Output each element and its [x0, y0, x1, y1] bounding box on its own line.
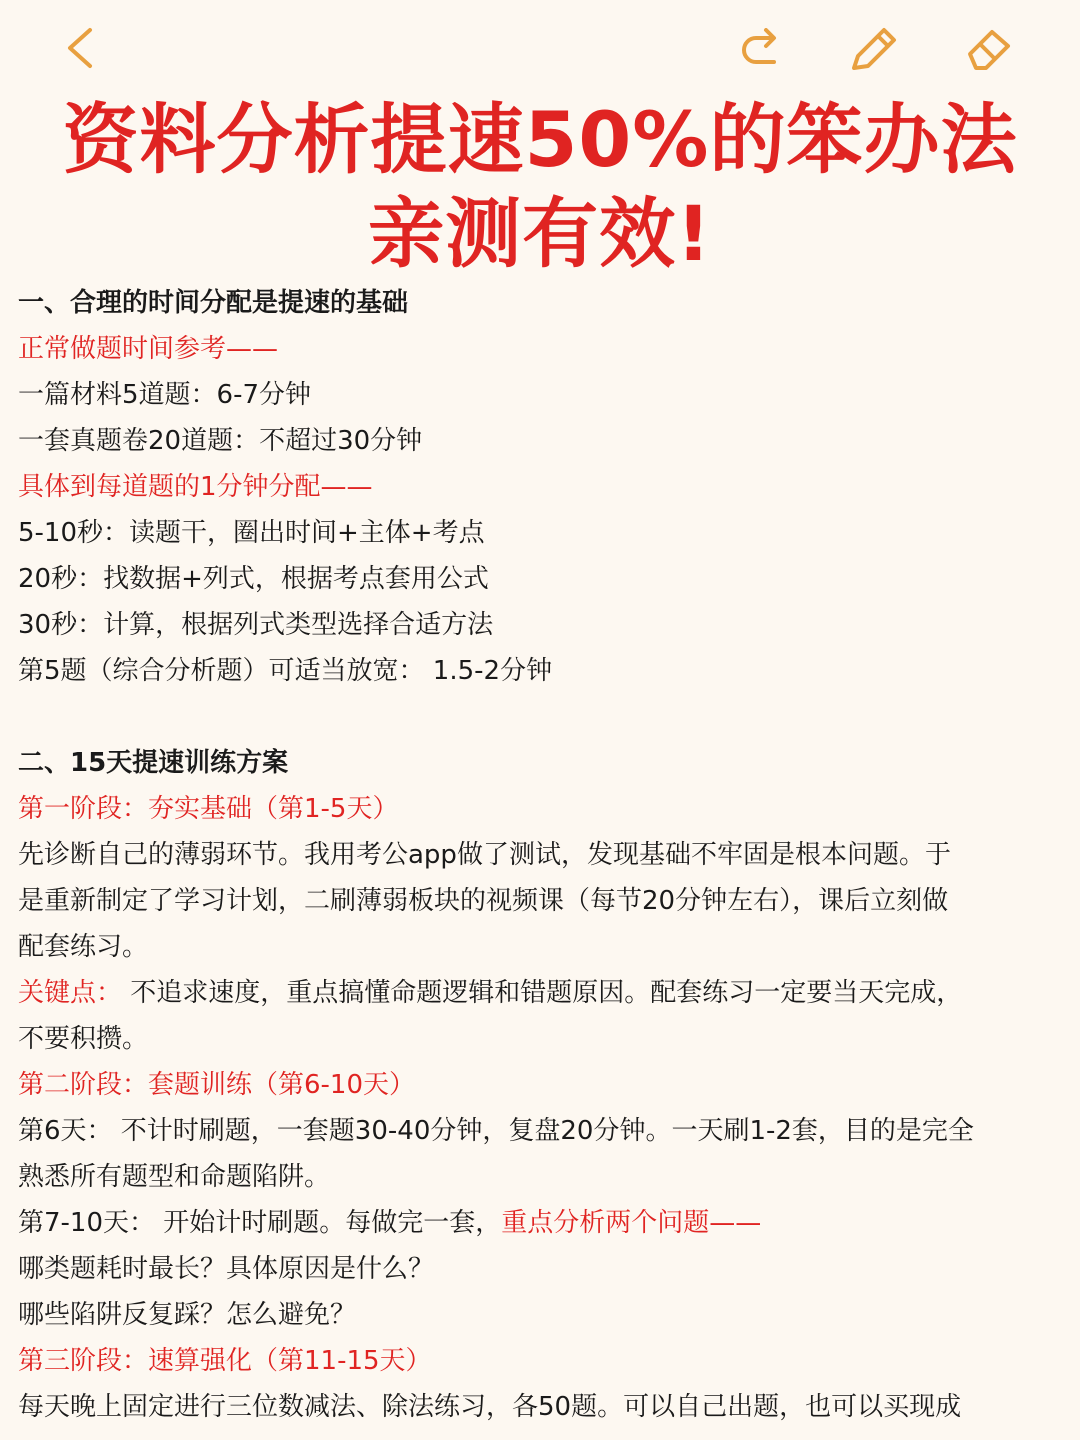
text-line: 第5题（综合分析题）可适当放宽： 1.5-2分钟 — [18, 656, 553, 686]
page-subtitle: 亲测有效! — [368, 189, 712, 278]
question-line: 哪类题耗时最长？具体原因是什么？ — [18, 1254, 435, 1284]
top-toolbar — [0, 0, 1080, 100]
subheading-time-reference: 正常做题时间参考—— — [18, 334, 279, 364]
text-line: 先诊断自己的薄弱环节。我用考公app做了测试，发现基础不牢固是根本问题。于 — [18, 840, 951, 870]
text-line: 5-10秒：读题干，圈出时间+主体+考点 — [18, 518, 485, 548]
text-line: 第6天： 不计时刷题，一套题30-40分钟，复盘20分钟。一天刷1-2套，目的是完全 — [18, 1116, 974, 1146]
highlight-text: 重点分析两个问题—— — [501, 1208, 762, 1238]
text-line: 30秒：计算，根据列式类型选择合适方法 — [18, 610, 494, 640]
section-heading-1: 一、合理的时间分配是提速的基础 — [18, 288, 409, 318]
article-body — [18, 280, 1062, 1430]
pencil-icon[interactable] — [848, 24, 902, 74]
page-title: 资料分析提速50%的笨办法 — [62, 95, 1018, 184]
stage-heading-3: 第三阶段：速算强化（第11-15天） — [18, 1346, 432, 1376]
eraser-icon[interactable] — [962, 24, 1016, 74]
text-prefix: 第7-10天： 开始计时刷题。每做完一套， — [18, 1208, 502, 1238]
text-line: 不要积攒。 — [18, 1024, 149, 1054]
text-line: 是重新制定了学习计划，二刷薄弱板块的视频课（每节20分钟左右），课后立刻做 — [18, 886, 949, 916]
key-point-line — [18, 970, 1062, 1016]
text-line: 一套真题卷20道题：不超过30分钟 — [18, 426, 423, 456]
stage-heading-1: 第一阶段：夯实基础（第1-5天） — [18, 794, 399, 824]
text-line: 熟悉所有题型和命题陷阱。 — [18, 1162, 331, 1192]
section-heading-2: 二、15天提速训练方案 — [18, 748, 289, 778]
key-point-label: 关键点： — [18, 978, 123, 1008]
text-line: 一篇材料5道题：6-7分钟 — [18, 380, 312, 410]
stage-heading-2: 第二阶段：套题训练（第6-10天） — [18, 1070, 416, 1100]
text-line — [18, 1200, 1062, 1246]
redo-arrow-icon[interactable] — [736, 28, 788, 72]
spacer — [18, 694, 1062, 740]
text-line: 每天晚上固定进行三位数减法、除法练习，各50题。可以自己出题，也可以买现成 — [18, 1392, 962, 1422]
text-line: 配套练习。 — [18, 932, 149, 962]
subheading-per-question: 具体到每道题的1分钟分配—— — [18, 472, 373, 502]
key-point-text: 不追求速度，重点搞懂命题逻辑和错题原因。配套练习一定要当天完成， — [122, 978, 963, 1008]
chevron-left-icon[interactable] — [60, 26, 100, 70]
question-line: 哪些陷阱反复踩？怎么避免？ — [18, 1300, 357, 1330]
text-line: 20秒：找数据+列式，根据考点套用公式 — [18, 564, 489, 594]
